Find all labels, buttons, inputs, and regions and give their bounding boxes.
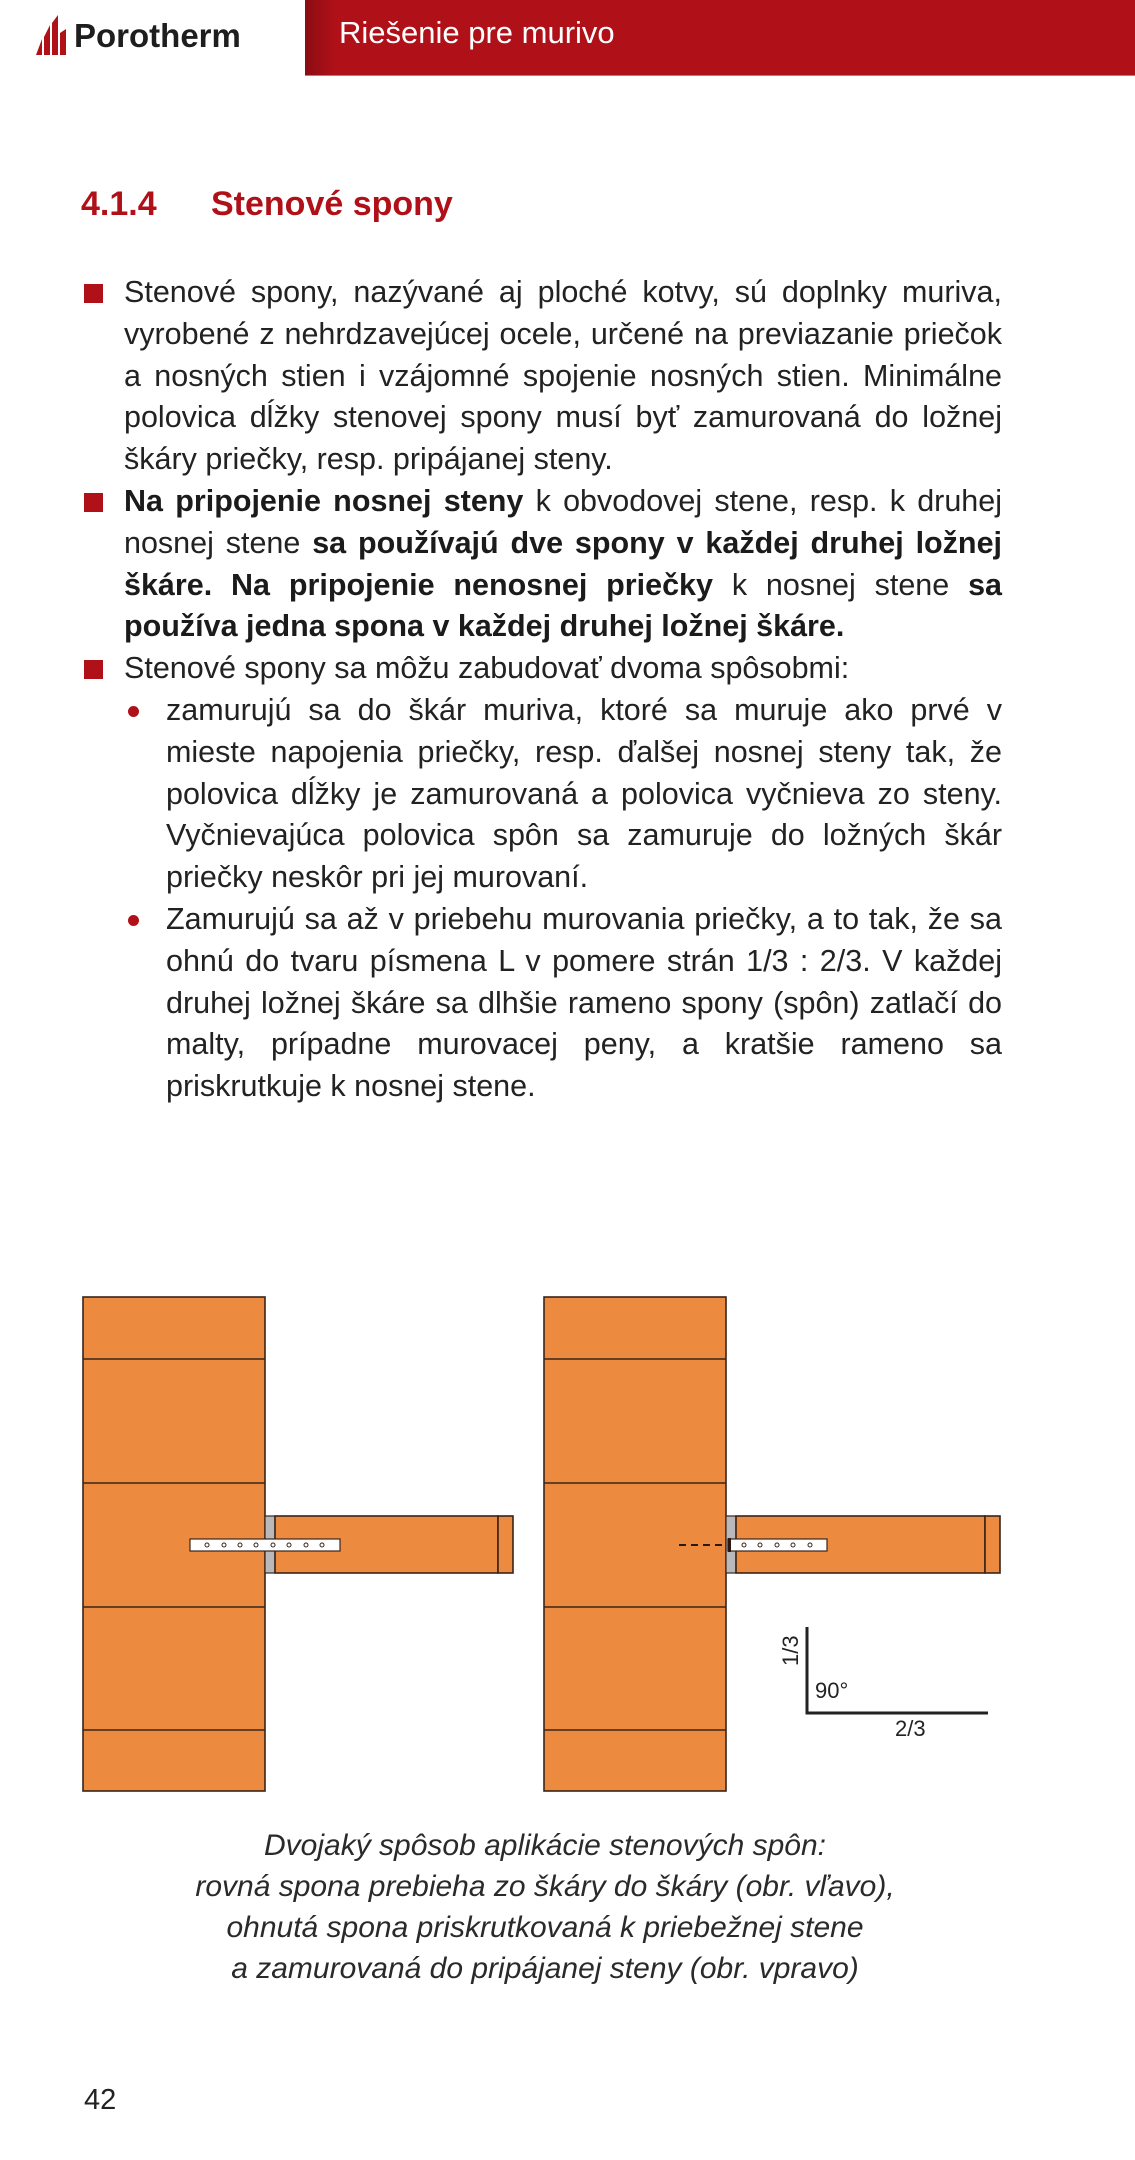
text: k nosnej stene — [712, 567, 969, 602]
caption-line: ohnutá spona priskrutkovaná k priebežnej stene — [226, 1911, 864, 1944]
right-diagram-bent-tie — [544, 1297, 1000, 1791]
section-title: Stenové spony — [211, 185, 453, 223]
bold-text: sa používajú dve spony v každej druhej ložnej škáre. Na pripojenie nenosnej priečky — [124, 525, 1003, 602]
sub-bullet-text: zamurujú sa do škár muriva, ktoré sa muruje ako prvé v mieste napojenia priečky, resp. ďalšej nosnej steny tak, že polovica dĺžky je zamurovaná a polovica vyčnieva zo steny. Vyčnievajúca polovica spôn sa zamuruje do ložných škár priečky neskôr pri jej murovaní. — [166, 692, 1002, 895]
left-diagram-straight-tie — [83, 1297, 513, 1791]
label-long-arm: 2/3 — [895, 1716, 926, 1741]
caption-line: rovná spona prebieha zo škáry do škáry (obr. vľavo), — [195, 1870, 895, 1903]
section-number: 4.1.4 — [81, 185, 157, 223]
caption-line: Dvojaký spôsob aplikácie stenových spôn: — [264, 1829, 826, 1862]
bold-text: sa používa jedna spona v každej druhej ložnej škáre. — [124, 567, 1003, 644]
caption-line: a zamurovaná do pripájanej steny (obr. vpravo) — [231, 1952, 859, 1985]
page-number: 42 — [84, 2084, 117, 2116]
bold-text: Na pripojenie nosnej steny — [124, 483, 524, 518]
label-angle: 90° — [815, 1678, 849, 1703]
sub-bullet-text: Zamurujú sa až v priebehu murovania priečky, a to tak, že sa ohnú do tvaru písmena L v pomere strán 1/3 : 2/3. V každej druhej ložnej škáre sa dlhšie rameno spony (spôn) zatlačí do malty, prípadne murovacej peny, a kratšie rameno sa priskrutkuje k nosnej stene. — [166, 901, 1002, 1104]
banner-title: Riešenie pre murivo — [339, 15, 615, 50]
label-short-arm: 1/3 — [778, 1635, 803, 1666]
text: k obvodovej stene, resp. k druhej nosnej stene — [124, 483, 1002, 560]
figure-caption — [120, 1825, 970, 1989]
logo-text: Porotherm — [74, 17, 241, 54]
bullet-text: Stenové spony sa môžu zabudovať dvoma spôsobmi: — [124, 651, 850, 686]
bullet-text: Stenové spony, nazývané aj ploché kotvy, sú doplnky muriva, vyrobené z nehrdzavejúcej ocele, určené na previazanie priečok a nosných stien i vzájomné spojenie nosných stien. Minimálne polovica dĺžky stenovej spony musí byť zamurovaná do ložnej škáry priečky, resp. pripájanej steny. — [124, 275, 1002, 477]
